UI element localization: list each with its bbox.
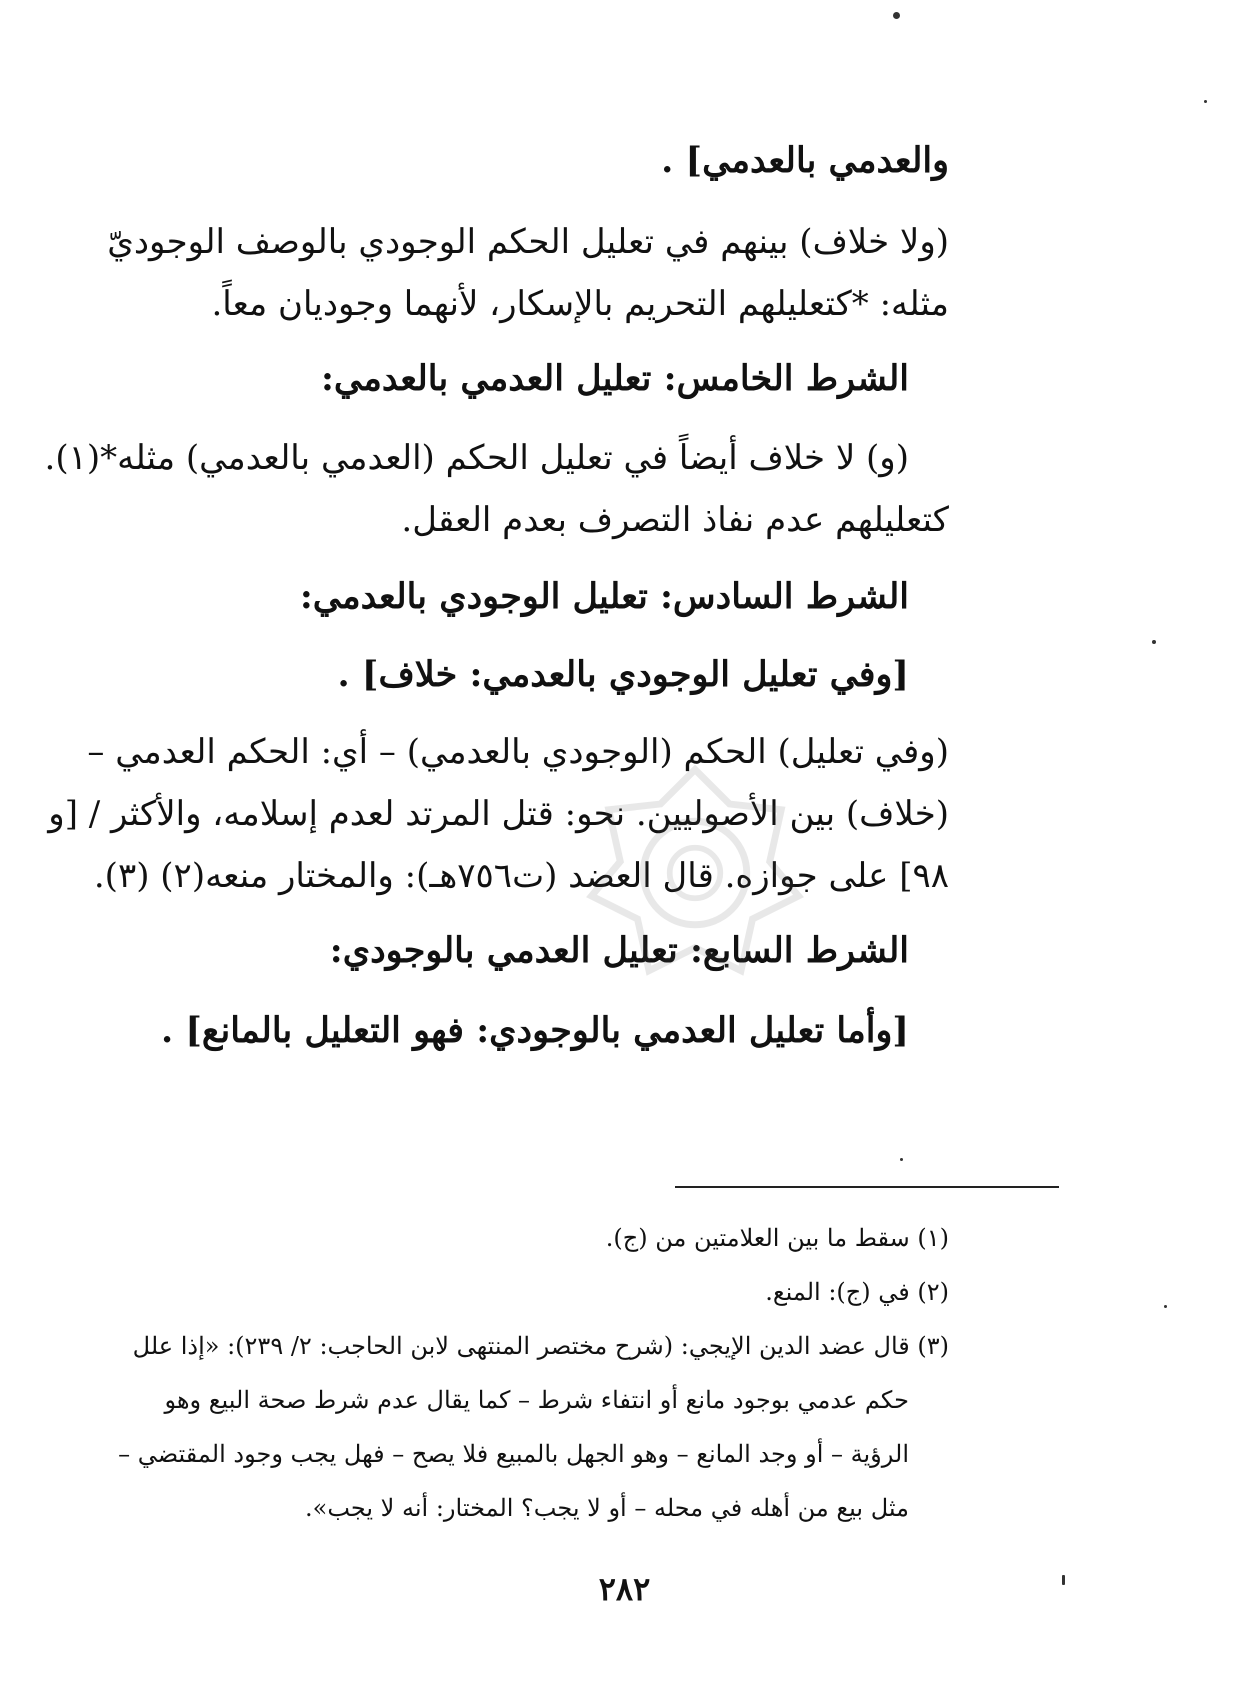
scan-speck	[893, 12, 900, 19]
footnote-3-continuation: الرؤية – أو وجد المانع – وهو الجهل بالمبيع فلا يصح – فهل يجب وجود المقتضي –	[118, 1440, 909, 1468]
paragraph-line: مثله: *كتعليلهم التحريم بالإسكار، لأنهما وجوديان معاً.	[211, 284, 949, 324]
continuation-heading: والعدمي بالعدمي] .	[661, 140, 949, 181]
rule-statement: [وأما تعليل العدمي بالوجودي: فهو التعليل بالمانع] .	[160, 1010, 909, 1051]
scan-speck	[1204, 100, 1207, 103]
footnote-1: (١) سقط ما بين العلامتين من (ج).	[605, 1224, 949, 1252]
scan-speck	[1164, 1305, 1167, 1308]
paragraph-line: (ولا خلاف) بينهم في تعليل الحكم الوجودي بالوصف الوجوديّ	[107, 222, 949, 262]
footnote-3-continuation: مثل بيع من أهله في محله – أو لا يجب؟ المختار: أنه لا يجب».	[305, 1494, 909, 1522]
rule-statement: [وفي تعليل الوجودي بالعدمي: خلاف] .	[337, 654, 909, 695]
scan-speck	[1062, 1575, 1065, 1585]
footnote-separator	[675, 1186, 1059, 1188]
paragraph-line: (و) لا خلاف أيضاً في تعليل الحكم (العدمي بالعدمي) مثله*(١).	[44, 438, 909, 478]
footnote-3-continuation: حكم عدمي بوجود مانع أو انتفاء شرط – كما يقال عدم شرط صحة البيع وهو	[164, 1386, 909, 1414]
section-heading-seventh: الشرط السابع: تعليل العدمي بالوجودي:	[329, 930, 909, 971]
library-seal-watermark	[580, 758, 810, 988]
page-number: ٢٨٢	[598, 1570, 651, 1608]
paragraph-line: (خلاف) بين الأصوليين. نحو: قتل المرتد لعدم إسلامه، والأكثر / [و	[48, 794, 949, 834]
section-heading-fifth: الشرط الخامس: تعليل العدمي بالعدمي:	[321, 358, 909, 399]
scan-speck	[1152, 640, 1156, 644]
footnote-3: (٣) قال عضد الدين الإيجي: (شرح مختصر المنتهى لابن الحاجب: ٢/ ٢٣٩): «إذا علل	[132, 1332, 949, 1360]
section-heading-sixth: الشرط السادس: تعليل الوجودي بالعدمي:	[299, 576, 909, 617]
paragraph-line: كتعليلهم عدم نفاذ التصرف بعدم العقل.	[401, 500, 949, 540]
paragraph-line: ٩٨] على جوازه. قال العضد (ت٧٥٦هـ): والمختار منعه(٢) (٣).	[93, 856, 949, 896]
paragraph-line: (وفي تعليل) الحكم (الوجودي بالعدمي) – أي: الحكم العدمي –	[87, 732, 949, 772]
scan-speck	[900, 1158, 903, 1161]
footnote-2: (٢) في (ج): المنع.	[765, 1278, 949, 1306]
